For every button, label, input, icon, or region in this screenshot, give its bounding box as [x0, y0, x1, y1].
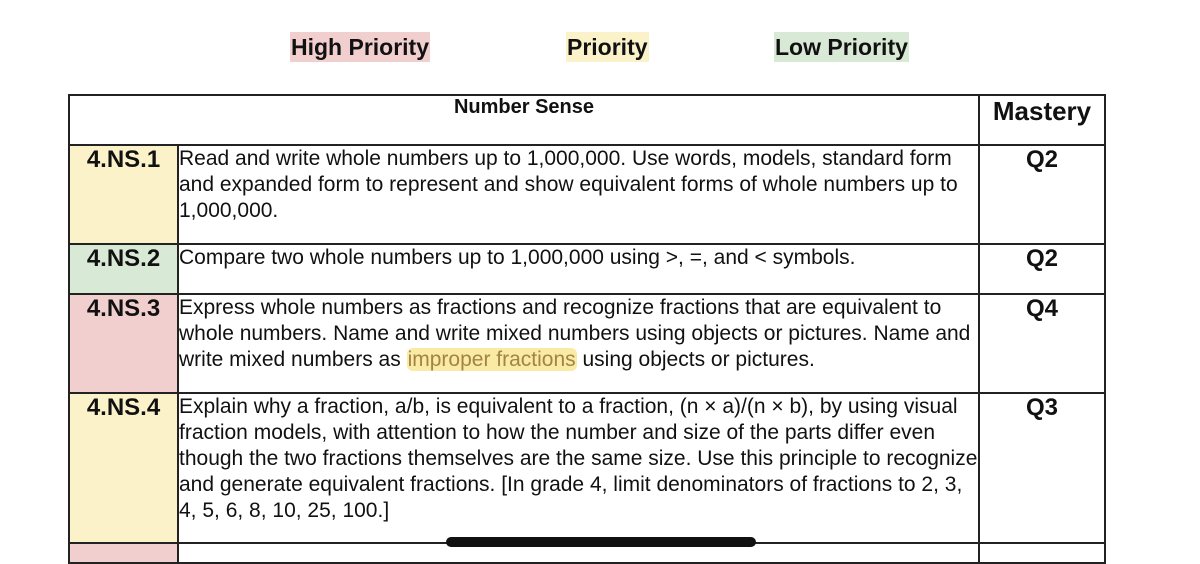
highlighted-text: improper fractions — [407, 348, 576, 371]
standard-code: 4.NS.2 — [69, 244, 178, 294]
table-row — [69, 393, 1105, 543]
legend-low-priority: Low Priority — [775, 34, 908, 60]
legend-high-priority: High Priority — [291, 34, 430, 60]
description-text: Express whole numbers as fractions and recognize fractions that are equivalent to whole numbers. Name and write mixed numbers using objects or pictures. Name and write mixed numbers as — [179, 296, 971, 371]
standard-description: Explain why a fraction, a/b, is equivalent to a fraction, (n × a)/(n × b), by using visual fraction models, with attention to how the number and size of the parts differ even though the two fractions themselves are the same size. Use this principle to recognize and generate equivalent fractions. [In grade 4, limit denominators of fractions to 2, 3, 4, 5, 6, 8, 10, 25, 100.] — [178, 393, 979, 543]
standards-table — [68, 94, 1106, 564]
description-text: using objects or pictures. — [582, 348, 815, 371]
mastery-partial — [979, 543, 1105, 563]
home-indicator-bar[interactable] — [446, 537, 756, 547]
standard-code: 4.NS.4 — [69, 393, 178, 543]
standard-code: 4.NS.1 — [69, 145, 178, 244]
standard-description: Read and write whole numbers up to 1,000,000. Use words, models, standard form and expanded form to represent and show equivalent forms of whole numbers up to 1,000,000. — [178, 145, 979, 244]
standard-description: Compare two whole numbers up to 1,000,000 using >, =, and < symbols. — [178, 244, 979, 294]
mastery-quarter: Q3 — [979, 393, 1105, 543]
legend-priority: Priority — [567, 34, 648, 60]
mastery-quarter: Q2 — [979, 145, 1105, 244]
table-header-row — [69, 95, 1105, 145]
number-sense-header: Number Sense — [69, 95, 979, 145]
standard-code: 4.NS.3 — [69, 294, 178, 393]
table-row — [69, 145, 1105, 244]
mastery-header: Mastery — [979, 95, 1105, 145]
mastery-quarter: Q2 — [979, 244, 1105, 294]
table-row — [69, 244, 1105, 294]
standard-description — [178, 294, 979, 393]
table-row — [69, 294, 1105, 393]
mastery-quarter: Q4 — [979, 294, 1105, 393]
standard-code-partial — [69, 543, 178, 563]
